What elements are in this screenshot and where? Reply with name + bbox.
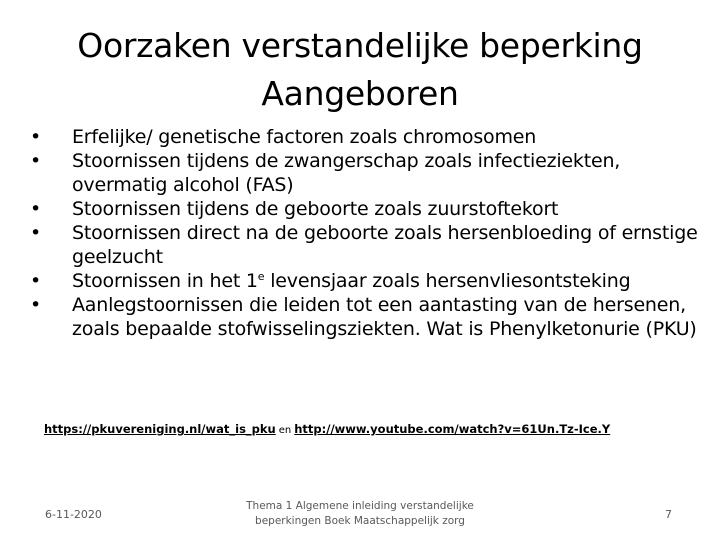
bullet-text-end: levensjaar zoals hersenvliesontsteking <box>264 270 631 292</box>
reference-links <box>44 421 610 439</box>
footer-date: 6-11-2020 <box>45 508 102 521</box>
bullet-item <box>30 293 705 341</box>
links-separator: en <box>278 425 292 436</box>
footer-text-line-2: beperkingen Boek Maatschappelijk zorg <box>255 515 465 527</box>
bullet-item <box>30 269 705 293</box>
slide-title <box>40 22 680 118</box>
bullet-item <box>30 197 705 221</box>
slide-title-line-1: Oorzaken verstandelijke beperking <box>77 26 643 65</box>
bullet-text: Stoornissen tijdens de zwangerschap zoals infectieziekten, overmatig alcohol (FAS) <box>72 150 621 196</box>
bullet-text: Erfelijke/ genetische factoren zoals chromosomen <box>72 126 537 148</box>
bullet-dot-icon: • <box>30 198 42 220</box>
bullet-dot-icon: • <box>30 150 42 172</box>
pku-vereniging-link[interactable]: https://pkuvereniging.nl/wat_is_pku <box>44 422 276 436</box>
bullet-dot-icon: • <box>30 270 42 292</box>
slide-title-line-2: Aangeboren <box>261 74 459 113</box>
bullet-text: Stoornissen direct na de geboorte zoals hersenbloeding of ernstige geelzucht <box>72 222 698 268</box>
bullet-dot-icon: • <box>30 126 42 148</box>
bullet-dot-icon: • <box>30 222 42 244</box>
footer-text-line-1: Thema 1 Algemene inleiding verstandelijke <box>246 500 474 512</box>
bullet-text: Stoornissen tijdens de geboorte zoals zuurstoftekort <box>72 198 559 220</box>
bullet-dot-icon: • <box>30 294 42 316</box>
bullet-item <box>30 125 705 149</box>
bullet-item <box>30 221 705 269</box>
bullet-text: Aanlegstoornissen die leiden tot een aantasting van de hersenen, zoals bepaalde stofwisselingsziekten. Wat is Phenylketonurie (PKU) <box>72 294 697 340</box>
bullet-list <box>30 125 705 341</box>
bullet-item <box>30 149 705 197</box>
footer-text <box>240 499 480 529</box>
youtube-link[interactable]: http://www.youtube.com/watch?v=61Un.Tz-Ice.Y <box>294 422 611 436</box>
bullet-text-start: Stoornissen in het 1 <box>72 270 258 292</box>
page-number: 7 <box>665 508 672 521</box>
bullet-superscript: e <box>257 270 265 283</box>
